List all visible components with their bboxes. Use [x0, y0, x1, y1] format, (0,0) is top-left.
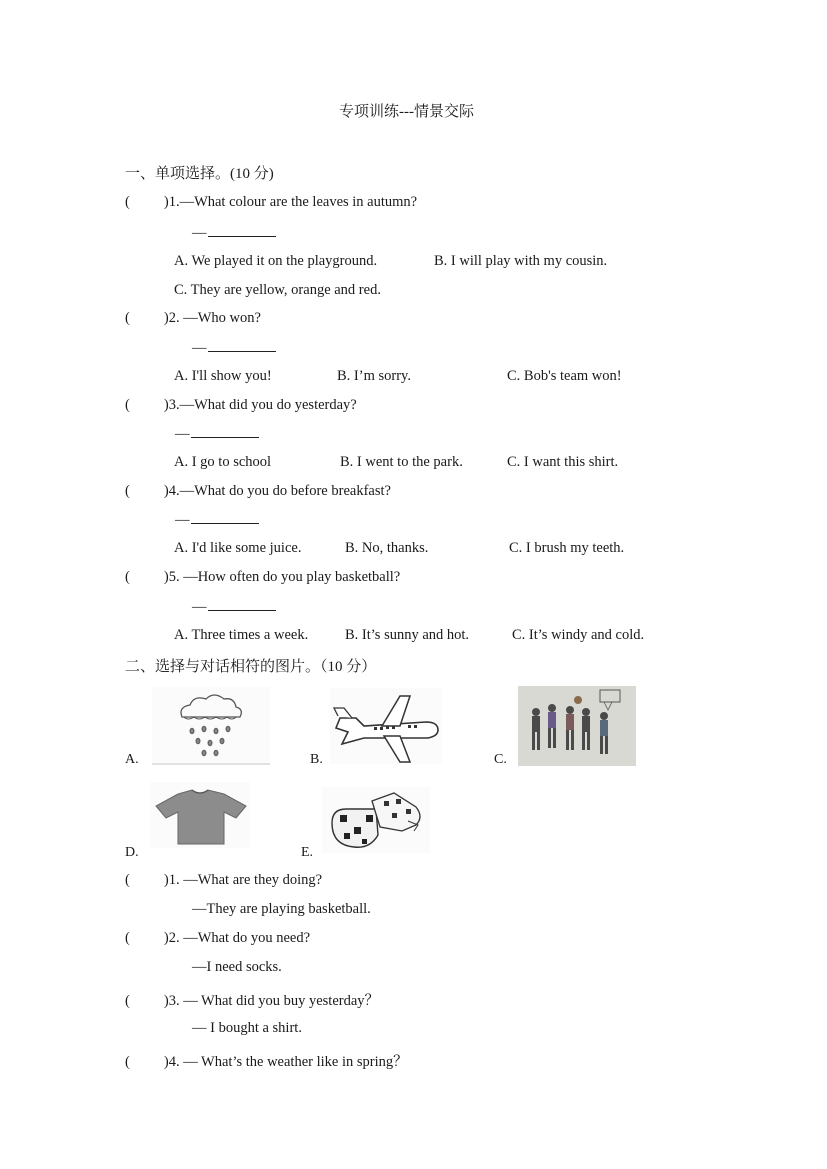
match-question-2: ( )2. —What do you need? [125, 930, 311, 946]
basketball-players-icon [518, 686, 636, 766]
airplane-icon [330, 688, 442, 764]
question-stem: 4.—What do you do before breakfast? [168, 483, 391, 499]
question-stem: 1. —What are they doing? [168, 872, 323, 888]
picture-d [150, 782, 250, 848]
answer-line[interactable]: — [175, 425, 259, 443]
option-c: C. Bob's team won! [507, 368, 622, 384]
match-question-4: ( )4. — What’s the weather like in spring？ [125, 1054, 408, 1070]
picture-e [322, 787, 430, 853]
dialogue-answer: —I need socks. [192, 959, 282, 975]
option-b: B. I’m sorry. [337, 368, 411, 384]
page-title: 专项训练---情景交际 [339, 104, 474, 120]
question-2: ( )2. —Who won? [125, 310, 261, 326]
option-c: C. It’s windy and cold. [512, 627, 645, 643]
option-b: B. It’s sunny and hot. [345, 627, 470, 643]
question-4: ( )4.—What do you do before breakfast? [125, 483, 391, 499]
option-a: A. I'd like some juice. [174, 540, 302, 556]
option-b: B. I will play with my cousin. [434, 253, 608, 269]
answer-line[interactable]: — [175, 511, 259, 529]
question-stem: 5. —How often do you play basketball? [168, 569, 401, 585]
option-c: C. They are yellow, orange and red. [174, 282, 381, 298]
option-b: B. No, thanks. [345, 540, 429, 556]
option-b: B. I went to the park. [340, 454, 463, 470]
section1-heading: 一、单项选择。(10 分) [125, 166, 274, 182]
answer-paren-open: ( [125, 194, 130, 210]
dialogue-answer: —They are playing basketball. [192, 901, 371, 917]
t-shirt-icon [150, 782, 250, 848]
section2-heading: 二、选择与对话相符的图片。（10 分） [125, 659, 377, 675]
option-a: A. I'll show you! [174, 368, 272, 384]
socks-icon [322, 787, 430, 853]
picture-b [330, 688, 442, 764]
answer-line[interactable]: — [192, 224, 276, 242]
question-1: ( )1.—What colour are the leaves in autumn? [125, 194, 418, 210]
dialogue-answer: — I bought a shirt. [192, 1020, 302, 1036]
question-stem: 2. —Who won? [168, 310, 261, 326]
picture-label: D. [125, 845, 139, 860]
picture-label: C. [494, 752, 507, 767]
answer-line[interactable]: — [192, 598, 276, 616]
question-stem: 4. — What’s the weather like in spring？ [168, 1054, 408, 1070]
picture-label: B. [310, 752, 323, 767]
option-a: A. Three times a week. [174, 627, 309, 643]
question-stem: 1.—What colour are the leaves in autumn? [168, 194, 418, 210]
picture-label: E. [301, 845, 314, 860]
question-stem: 2. —What do you need? [168, 930, 311, 946]
answer-line[interactable]: — [192, 339, 276, 357]
match-question-1: ( )1. —What are they doing? [125, 872, 323, 888]
picture-label: A. [125, 752, 139, 767]
option-c: C. I brush my teeth. [509, 540, 625, 556]
rain-cloud-icon [152, 687, 270, 765]
question-3: ( )3.—What did you do yesterday? [125, 397, 357, 413]
question-5: ( )5. —How often do you play basketball? [125, 569, 401, 585]
option-a: A. I go to school [174, 454, 272, 470]
picture-c [518, 686, 636, 766]
option-a: A. We played it on the playground. [174, 253, 378, 269]
option-c: C. I want this shirt. [507, 454, 619, 470]
question-stem: 3. — What did you buy yesterday？ [168, 993, 380, 1009]
match-question-3: ( )3. — What did you buy yesterday？ [125, 993, 380, 1009]
question-stem: 3.—What did you do yesterday? [168, 397, 357, 413]
picture-a [152, 687, 270, 765]
